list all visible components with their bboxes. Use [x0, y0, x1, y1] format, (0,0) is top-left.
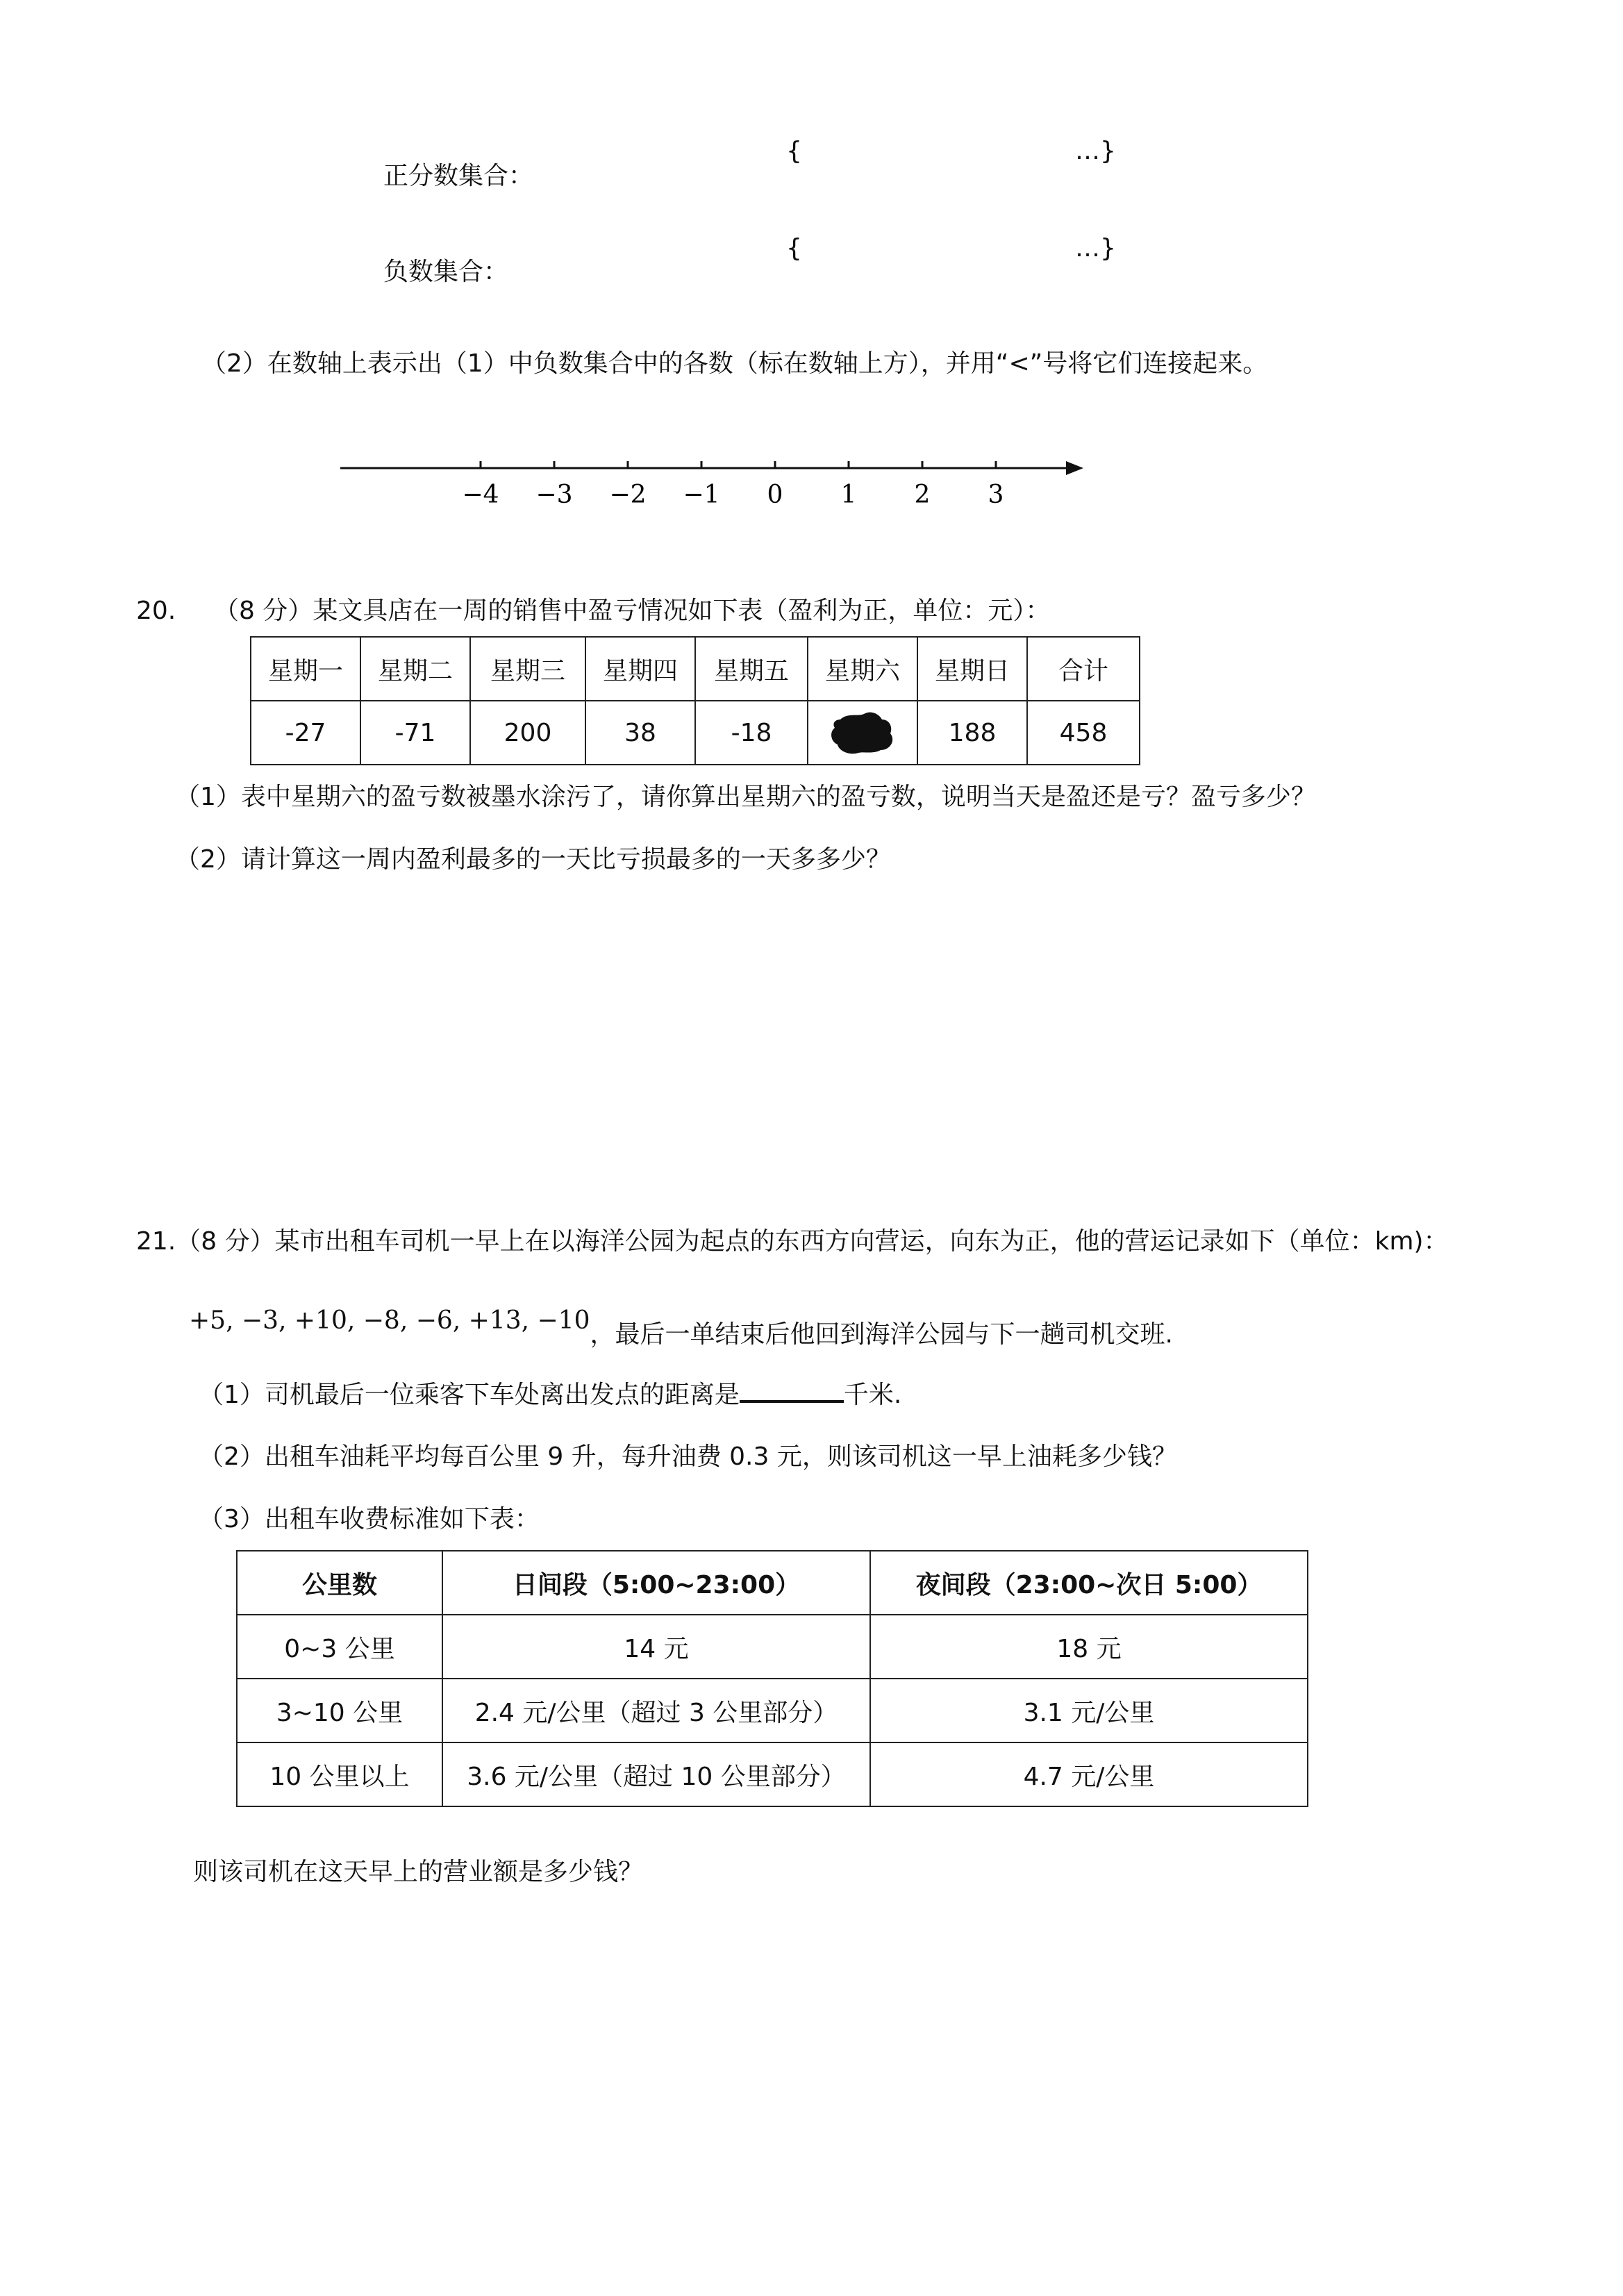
fare-cell: 0~3 公里 — [237, 1615, 442, 1679]
table-header-cell: 星期五 — [695, 637, 808, 701]
table-header-cell: 星期二 — [360, 637, 470, 701]
number-line — [333, 444, 1097, 521]
table-value-cell: -18 — [695, 701, 808, 765]
table-value-cell: 200 — [470, 701, 585, 765]
fare-cell: 18 元 — [870, 1615, 1308, 1679]
q21-records-line — [189, 1306, 1173, 1349]
q20-number: 20. — [136, 597, 176, 625]
q21-records-suffix: ，最后一单结束后他回到海洋公园与下一趟司机交班. — [590, 1320, 1173, 1349]
number-line-tick-label: −3 — [535, 481, 573, 509]
fare-table — [236, 1550, 1308, 1807]
fare-cell: 14 元 — [442, 1615, 870, 1679]
table-value-cell: -27 — [251, 701, 360, 765]
fare-header-cell: 夜间段（23:00~次日 5:00） — [870, 1551, 1308, 1615]
table-header-cell: 星期四 — [585, 637, 695, 701]
table-row — [237, 1679, 1308, 1742]
q21-part1-prefix: （1）司机最后一位乘客下车处离出发点的距离是 — [199, 1381, 740, 1409]
positive-fraction-set-label: 正分数集合： — [383, 162, 534, 190]
ink-blot-icon — [828, 710, 897, 756]
table-row — [251, 637, 1140, 701]
number-line-tick-label: −2 — [609, 481, 647, 509]
fare-cell: 2.4 元/公里（超过 3 公里部分） — [442, 1679, 870, 1742]
table-row — [237, 1551, 1308, 1615]
q21-part1-suffix: 千米. — [843, 1381, 902, 1409]
table-header-cell: 星期三 — [470, 637, 585, 701]
negative-open-brace: { — [786, 234, 802, 263]
q21-part2: （2）出租车油耗平均每百公里 9 升，每升油费 0.3 元，则该司机这一早上油耗多少钱？ — [199, 1442, 1177, 1471]
table-value-cell: -71 — [360, 701, 470, 765]
number-line-tick-label: −1 — [683, 481, 720, 509]
negative-close-brace: …} — [1075, 234, 1116, 263]
fare-cell: 3.1 元/公里 — [870, 1679, 1308, 1742]
table-header-cell: 合计 — [1027, 637, 1140, 701]
q20-stem: （8 分）某文具店在一周的销售中盈亏情况如下表（盈利为正，单位：元）： — [214, 597, 1051, 625]
number-line-tick-label: 2 — [914, 481, 931, 509]
fare-cell: 10 公里以上 — [237, 1742, 442, 1806]
fare-header-cell: 公里数 — [237, 1551, 442, 1615]
table-header-cell: 星期六 — [808, 637, 917, 701]
q21-part3: （3）出租车收费标准如下表： — [199, 1505, 540, 1533]
table-value-cell: 38 — [585, 701, 695, 765]
number-line-tick-label: 3 — [988, 481, 1004, 509]
number-line-tick-label: 0 — [767, 481, 783, 509]
number-line-tick-label: 1 — [840, 481, 857, 509]
fare-cell: 4.7 元/公里 — [870, 1742, 1308, 1806]
positive-fraction-open-brace: { — [786, 137, 802, 165]
q20-profit-table — [250, 636, 1140, 765]
table-row — [251, 701, 1140, 765]
table-header-cell: 星期日 — [917, 637, 1027, 701]
q21-part1 — [199, 1379, 901, 1410]
fare-cell: 3~10 公里 — [237, 1679, 442, 1742]
q21-question: 则该司机在这天早上的营业额是多少钱？ — [193, 1858, 644, 1886]
table-row — [237, 1615, 1308, 1679]
number-line-arrow-icon — [1066, 461, 1083, 475]
table-row — [237, 1742, 1308, 1806]
table-header-cell: 星期一 — [251, 637, 360, 701]
positive-fraction-close-brace: …} — [1075, 137, 1116, 165]
table-value-cell: 458 — [1027, 701, 1140, 765]
negative-set-label: 负数集合： — [383, 258, 509, 286]
fare-cell: 3.6 元/公里（超过 10 公里部分） — [442, 1742, 870, 1806]
q21-records: +5, −3, +10, −8, −6, +13, −10 — [189, 1306, 590, 1335]
q20-part1: （1）表中星期六的盈亏数被墨水涂污了，请你算出星期六的盈亏数，说明当天是盈还是亏？盈亏多少？ — [175, 783, 1316, 811]
ink-blot-cell — [808, 701, 917, 765]
q19-part2-text: （2）在数轴上表示出（1）中负数集合中的各数（标在数轴上方），并用“<”号将它们连接起来。 — [201, 349, 1268, 378]
q21-stem: 21.（8 分）某市出租车司机一早上在以海洋公园为起点的东西方向营运，向东为正，他的营运记录如下（单位：km)： — [136, 1227, 1449, 1256]
fare-header-cell: 日间段（5:00~23:00） — [442, 1551, 870, 1615]
answer-blank[interactable] — [740, 1379, 844, 1403]
number-line-tick-label: −4 — [462, 481, 499, 509]
table-value-cell: 188 — [917, 701, 1027, 765]
q20-part2: （2）请计算这一周内盈利最多的一天比亏损最多的一天多多少？ — [175, 845, 891, 874]
